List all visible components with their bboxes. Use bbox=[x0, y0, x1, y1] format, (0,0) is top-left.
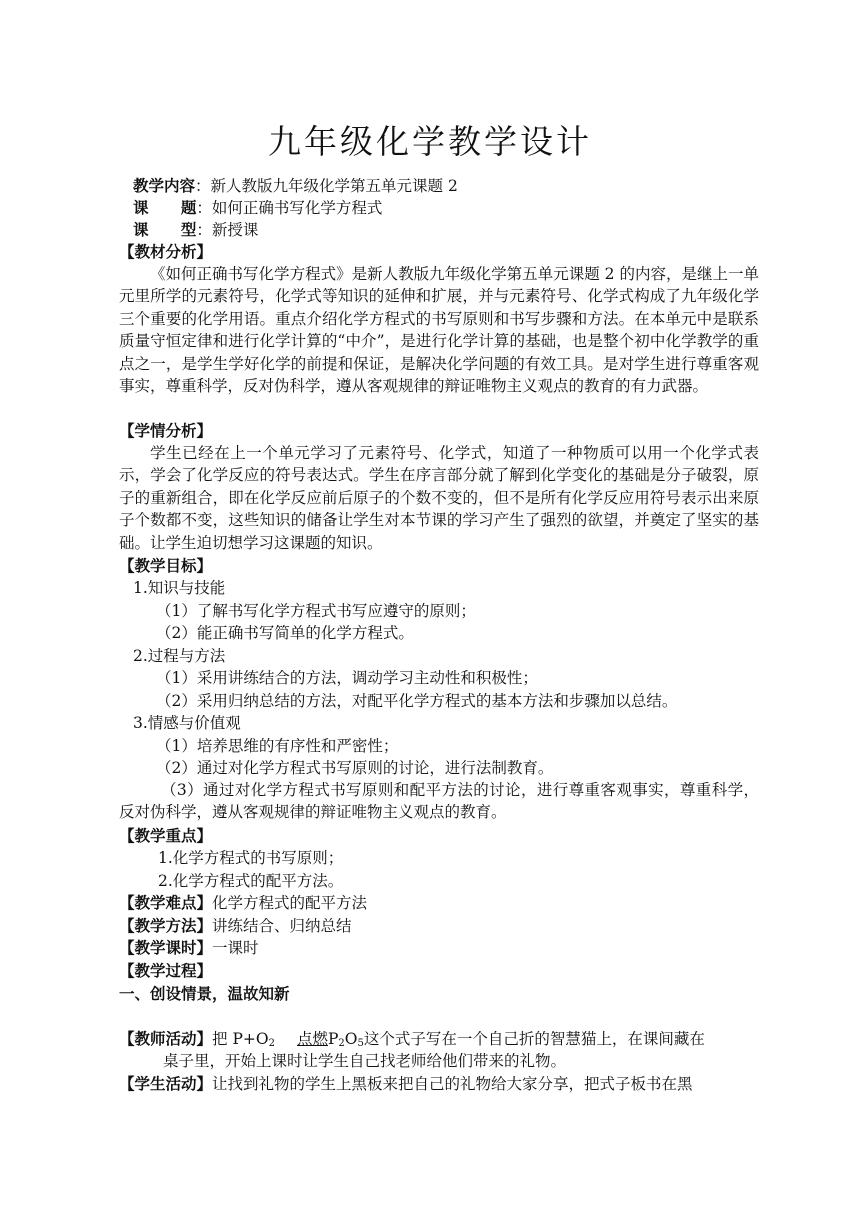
colon: ： bbox=[195, 177, 211, 195]
equation-reactants: 把 P+O bbox=[212, 1030, 269, 1048]
student-activity-label: 【学生活动】 bbox=[119, 1075, 213, 1093]
process-heading: 【教学过程】 bbox=[119, 962, 213, 980]
method-value: 讲练结合、归纳总结 bbox=[212, 917, 352, 935]
difficulty-row bbox=[119, 892, 367, 914]
reaction-condition: 点燃 bbox=[296, 1030, 328, 1048]
teacher-activity-label: 【教师活动】 bbox=[119, 1030, 213, 1048]
objective-item: （1）了解书写化学方程式书写应遵守的原则； bbox=[156, 602, 476, 620]
content-label: 教学内容 bbox=[133, 177, 196, 195]
type-value: 新授课 bbox=[211, 221, 259, 239]
student-analysis-body: 学生已经在上一个单元学习了元素符号、化学式，知道了一种物质可以用一个化学式表示，学会了化学反应的符号表达式。学生在序言部分就了解到化学变化的基础是分子破裂，原子的重新组合，即在化学反应前后原子的个数不变的，但不是所有化学反应用符号表示出来原子个数都不变，这些知识的储备让学生对本节课的学习产生了强烈的欲望，并奠定了坚实的基础。让学生迫切想学习这课题的知识。 bbox=[119, 444, 759, 552]
objectives-heading: 【教学目标】 bbox=[119, 557, 213, 575]
student-activity-row bbox=[119, 1073, 693, 1095]
type-label: 课 型 bbox=[133, 221, 197, 239]
subscript: 5 bbox=[357, 1038, 364, 1049]
method-heading: 【教学方法】 bbox=[119, 917, 213, 935]
objective-group-2: 2.过程与方法 bbox=[133, 647, 226, 665]
hours-row bbox=[119, 937, 259, 959]
objective-item: （3）通过对化学方程式书写原则和配平方法的讨论，进行尊重客观事实，尊重科学，反对伪科学，遵从客观规律的辩证唯物主义观点的教育。 bbox=[119, 781, 759, 822]
product-symbol: O bbox=[344, 1030, 358, 1048]
teacher-activity-text: 这个式子写在一个自己折的智慧猫上，在课间藏在 bbox=[363, 1030, 705, 1048]
hours-value: 一课时 bbox=[212, 939, 259, 957]
section-1-heading: 一、创设情景，温故知新 bbox=[119, 985, 290, 1003]
method-row bbox=[119, 915, 352, 937]
objective-item: （1）培养思维的有序性和严密性； bbox=[156, 737, 399, 755]
meta-topic-row bbox=[133, 197, 382, 219]
difficulty-value: 化学方程式的配平方法 bbox=[212, 894, 368, 912]
textbook-analysis-heading: 【教材分析】 bbox=[119, 243, 213, 261]
meta-content-row bbox=[133, 175, 458, 197]
objective-item: （2）采用归纳总结的方法，对配平化学方程式的基本方法和步骤加以总结。 bbox=[156, 692, 678, 710]
subscript: 2 bbox=[268, 1038, 275, 1049]
meta-type-row bbox=[133, 219, 258, 241]
page-title: 九年级化学教学设计 bbox=[268, 122, 592, 161]
teacher-activity-line2: 桌子里，开始上课时让学生自己找老师给他们带来的礼物。 bbox=[163, 1052, 567, 1070]
content-value: 新人教版九年级化学第五单元课题 2 bbox=[210, 177, 458, 195]
hours-heading: 【教学课时】 bbox=[119, 939, 213, 957]
key-points-heading: 【教学重点】 bbox=[119, 827, 213, 845]
student-analysis-heading: 【学情分析】 bbox=[119, 422, 213, 440]
key-point-item: 2.化学方程式的配平方法。 bbox=[158, 872, 344, 890]
student-activity-text: 让找到礼物的学生上黑板来把自己的礼物给大家分享，把式子板书在黑 bbox=[212, 1075, 693, 1093]
product-symbol: P bbox=[327, 1030, 339, 1048]
key-point-item: 1.化学方程式的书写原则； bbox=[158, 849, 344, 867]
topic-label: 课 题 bbox=[133, 199, 197, 217]
textbook-analysis-body: 《如何正确书写化学方程式》是新人教版九年级化学第五单元课题 2 的内容，是继上一单元里所学的元素符号，化学式等知识的延伸和扩展，并与元素符号、化学式构成了九年级化学三个重要的化学用语。重点介绍化学方程式的书写原则和书写步骤和方法。在本单元中是联系质量守恒定律和进行化学计算的“中介”，是进行化学计算的基础，也是整个初中化学教学的重点之一，是学生学好化学的前提和保证，是解决化学问题的有效工具。是对学生进行尊重客观事实，尊重科学，反对伪科学，遵从客观规律的辩证唯物主义观点的教育的有力武器。 bbox=[119, 265, 759, 396]
colon: ： bbox=[196, 221, 212, 239]
objective-item: （1）采用讲练结合的方法，调动学习主动性和积极性； bbox=[156, 669, 538, 687]
objective-item: （2）能正确书写简单的化学方程式。 bbox=[156, 624, 414, 642]
difficulty-heading: 【教学难点】 bbox=[119, 894, 213, 912]
objective-group-1: 1.知识与技能 bbox=[133, 579, 226, 597]
colon: ： bbox=[196, 199, 212, 217]
objective-group-3: 3.情感与价值观 bbox=[133, 714, 241, 732]
objective-item: （2）通过对化学方程式书写原则的讨论，进行法制教育。 bbox=[156, 759, 554, 777]
subscript: 2 bbox=[338, 1038, 345, 1049]
topic-value: 如何正确书写化学方程式 bbox=[211, 199, 383, 217]
